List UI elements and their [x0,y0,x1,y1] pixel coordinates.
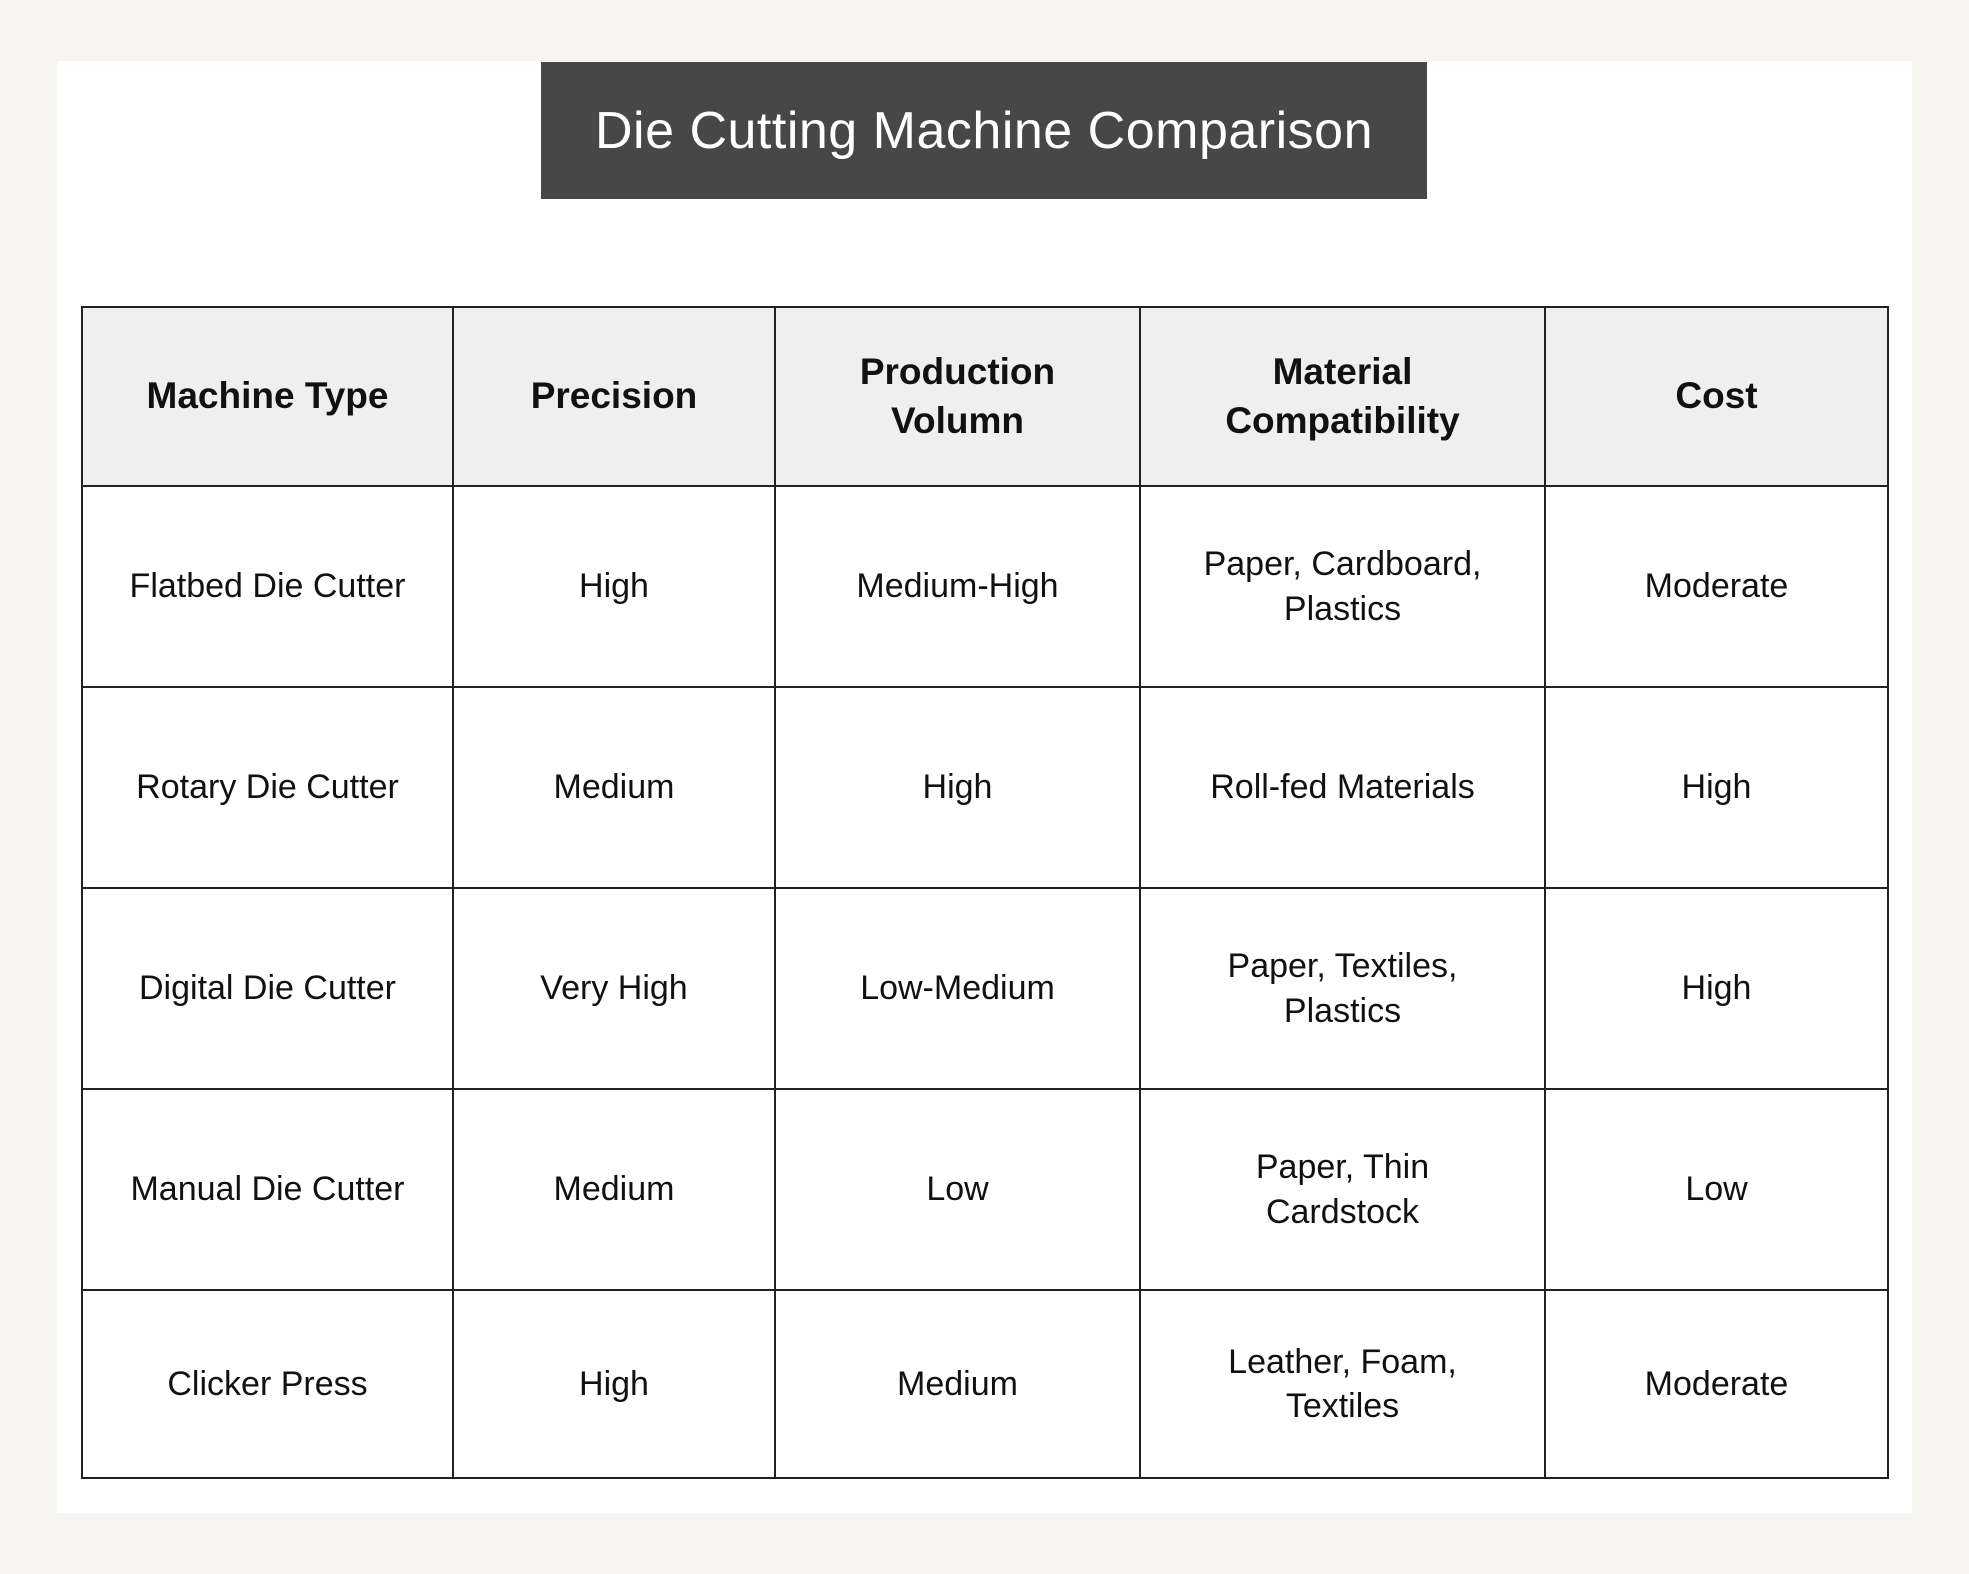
cell-cost: Moderate [1545,486,1888,687]
cell-machine-type: Flatbed Die Cutter [82,486,453,687]
cell-cost: High [1545,687,1888,888]
cell-precision: High [453,1290,775,1478]
cell-precision: High [453,486,775,687]
cell-production-volumn: Low-Medium [775,888,1140,1089]
cell-machine-type: Rotary Die Cutter [82,687,453,888]
page-title: Die Cutting Machine Comparison [594,101,1373,160]
cell-cost: High [1545,888,1888,1089]
table-row [82,888,1888,1089]
table-row [82,1089,1888,1290]
cell-precision: Medium [453,687,775,888]
header-machine-type: Machine Type [82,307,453,486]
cell-production-volumn: Medium [775,1290,1140,1478]
cell-cost: Low [1545,1089,1888,1290]
header-row [82,307,1888,486]
table-row [82,1290,1888,1478]
cell-machine-type: Manual Die Cutter [82,1089,453,1290]
cell-cost: Moderate [1545,1290,1888,1478]
comparison-table [81,306,1889,1479]
cell-machine-type: Clicker Press [82,1290,453,1478]
cell-machine-type: Digital Die Cutter [82,888,453,1089]
header-material-compatibility: Material Compatibility [1140,307,1545,486]
cell-production-volumn: Low [775,1089,1140,1290]
header-precision: Precision [453,307,775,486]
cell-precision: Very High [453,888,775,1089]
table-row [82,687,1888,888]
title-bar [541,62,1427,199]
cell-production-volumn: High [775,687,1140,888]
cell-material-compatibility: Paper, Textiles, Plastics [1140,888,1545,1089]
table-row [82,486,1888,687]
header-production-volumn: Production Volumn [775,307,1140,486]
cell-material-compatibility: Paper, Thin Cardstock [1140,1089,1545,1290]
header-cost: Cost [1545,307,1888,486]
cell-precision: Medium [453,1089,775,1290]
cell-material-compatibility: Paper, Cardboard, Plastics [1140,486,1545,687]
cell-material-compatibility: Roll-fed Materials [1140,687,1545,888]
cell-material-compatibility: Leather, Foam, Textiles [1140,1290,1545,1478]
cell-production-volumn: Medium-High [775,486,1140,687]
comparison-card [57,61,1912,1513]
